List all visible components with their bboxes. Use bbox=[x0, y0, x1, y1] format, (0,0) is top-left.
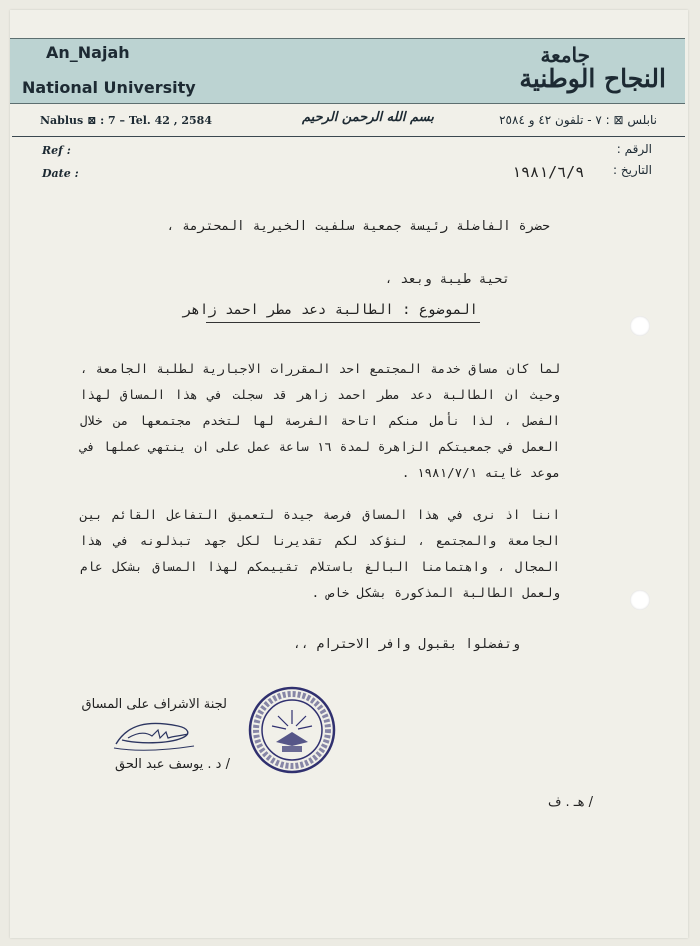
typist-initials: / هـ . ف bbox=[547, 795, 593, 810]
contact-row bbox=[10, 110, 685, 132]
subject-underline bbox=[206, 322, 480, 323]
basmala: بسم الله الرحمن الرحيم bbox=[302, 110, 434, 125]
subject-line: الموضوع : الطالبة دعد مطر احمد زاهر bbox=[182, 302, 478, 318]
university-name-ar-line2: النجاح الوطنية bbox=[519, 64, 666, 93]
handwritten-signature bbox=[108, 714, 198, 756]
university-name-ar-line1: جامعة bbox=[540, 43, 590, 67]
body-paragraph-1: لما كان مساق خدمة المجتمع احد المقررات الاجبارية لطلبة الجامعة ، وحيث ان الطالبة دعد مطر احمد زاهر قد سجلت في هذا المساق لهذا الفصل ، لذا نأمل منكم اتاحة الفرصة لها لتخدم مجتمعها من خلال العمل في جمعيتكم الزاهرة لمدة ١٦ ساعة عمل على ان ينتهي عملها في موعد غايته ١٩٨١/٧/١ . bbox=[80, 361, 560, 480]
addressee: حضرة الفاضلة رئيسة جمعية سلفيت الخيرية المحترمة ، bbox=[166, 219, 550, 234]
greeting: تحية طيبة وبعد ، bbox=[384, 272, 510, 287]
body-paragraph-2: اننا اذ نرى في هذا المساق فرصة جيدة لتعميق التفاعل القائم بين الجامعة والمجتمع ، لنؤكد لكم تقديرنا لكل جهد تبذلونه في هذا المجال ، واهتمامنا البالغ باستلام تقييمكم لهذا المساق بشكل عام ولعمل الطالبة المذكورة بشكل خاص . bbox=[80, 507, 560, 600]
ref-label: Ref : bbox=[42, 144, 71, 157]
contact-info-en: Nablus ⊠ : 7 – Tel. 42 , 2584 bbox=[40, 114, 212, 127]
date-label: Date : bbox=[42, 167, 79, 180]
header-divider bbox=[12, 136, 685, 137]
committee-title: لجنة الاشراف على المساق bbox=[81, 697, 227, 712]
punch-hole-top bbox=[630, 316, 650, 336]
contact-info-ar: نابلس ⊠ : ٧ - تلفون ٤٢ و ٢٥٨٤ bbox=[499, 113, 657, 127]
punch-hole-bottom bbox=[630, 590, 650, 610]
closing-line: وتفضلوا بقبول وافر الاحترام ،، bbox=[293, 637, 520, 652]
date-label-ar: التاريخ : bbox=[612, 163, 652, 177]
letter-date: ١٩٨١/٦/٩ bbox=[512, 163, 585, 181]
university-name-en-line1: An_Najah bbox=[46, 43, 130, 62]
ref-label-ar: الرقم : bbox=[616, 142, 652, 156]
signer-name: / د . يوسف عبد الحق bbox=[115, 757, 230, 772]
university-seal bbox=[248, 686, 336, 774]
university-name-en-line2: National University bbox=[22, 78, 196, 97]
